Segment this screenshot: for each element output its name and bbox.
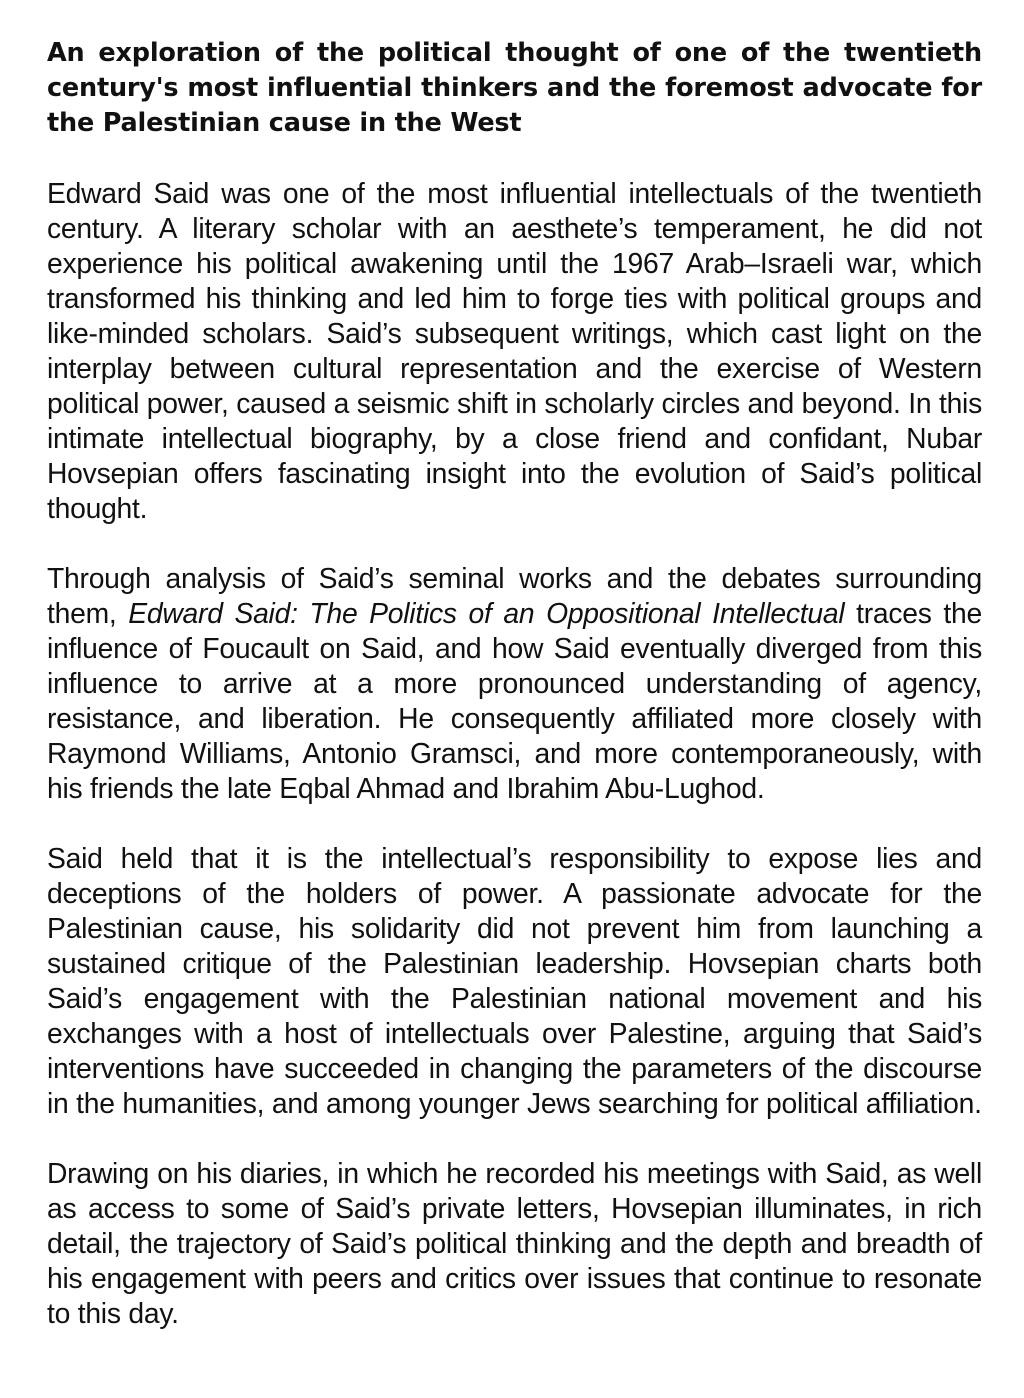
book-description	[47, 36, 982, 1331]
paragraph-diaries: Drawing on his diaries, in which he recorded his meetings with Said, as well as access to some of Said’s private letters, Hovsepian illuminates, in rich detail, the trajectory of Said’s political thinking and the depth and breadth of his engagement with peers and critics over issues that continue to resonate to this day.	[47, 1157, 982, 1329]
paragraph-influences-rest: traces the influence of Foucault on Said, and how Said eventually diverged from this influence to arrive at a more pronounced understanding of agency, resistance, and liberation. He consequently affiliated more closely with Raymond Williams, Antonio Gramsci, and more contemporaneously, with his friends the late Eqbal Ahmad and Ibrahim Abu-Lughod.	[47, 597, 982, 804]
paragraph-intro: Edward Said was one of the most influential intellectuals of the twentieth century. A literary scholar with an aesthete’s temperament, he did not experience his political awakening until the 1967 Arab–Israeli war, which transformed his thinking and led him to forge ties with political groups and like-minded scholars. Said’s subsequent writings, which cast light on the interplay between cultural representation and the exercise of Western political power, caused a seismic shift in scholarly circles and beyond. In this intimate intellectual biography, by a close friend and confidant, Nubar Hovsepian offers fascinating insight into the evolution of Said’s political thought.	[47, 177, 982, 524]
book-title: Edward Said: The Politics of an Oppositional Intellectual	[128, 597, 845, 629]
paragraph-influences	[47, 561, 982, 806]
paragraph-influences-lead: Through analysis of Said’s seminal works and the debates surrounding them,	[47, 562, 982, 629]
headline: An exploration of the political thought of one of the twentieth century's most influential thinkers and the foremost advocate for the Palestinian cause in the West	[47, 38, 982, 138]
paragraph-responsibility: Said held that it is the intellectual’s responsibility to expose lies and deceptions of the holders of power. A passionate advocate for the Palestinian cause, his solidarity did not prevent him from launching a sustained critique of the Palestinian leadership. Hovsepian charts both Said’s engagement with the Palestinian national movement and his exchanges with a host of intellectuals over Palestine, arguing that Said’s interventions have succeeded in changing the parameters of the discourse in the humanities, and among younger Jews searching for political affiliation.	[47, 842, 982, 1119]
